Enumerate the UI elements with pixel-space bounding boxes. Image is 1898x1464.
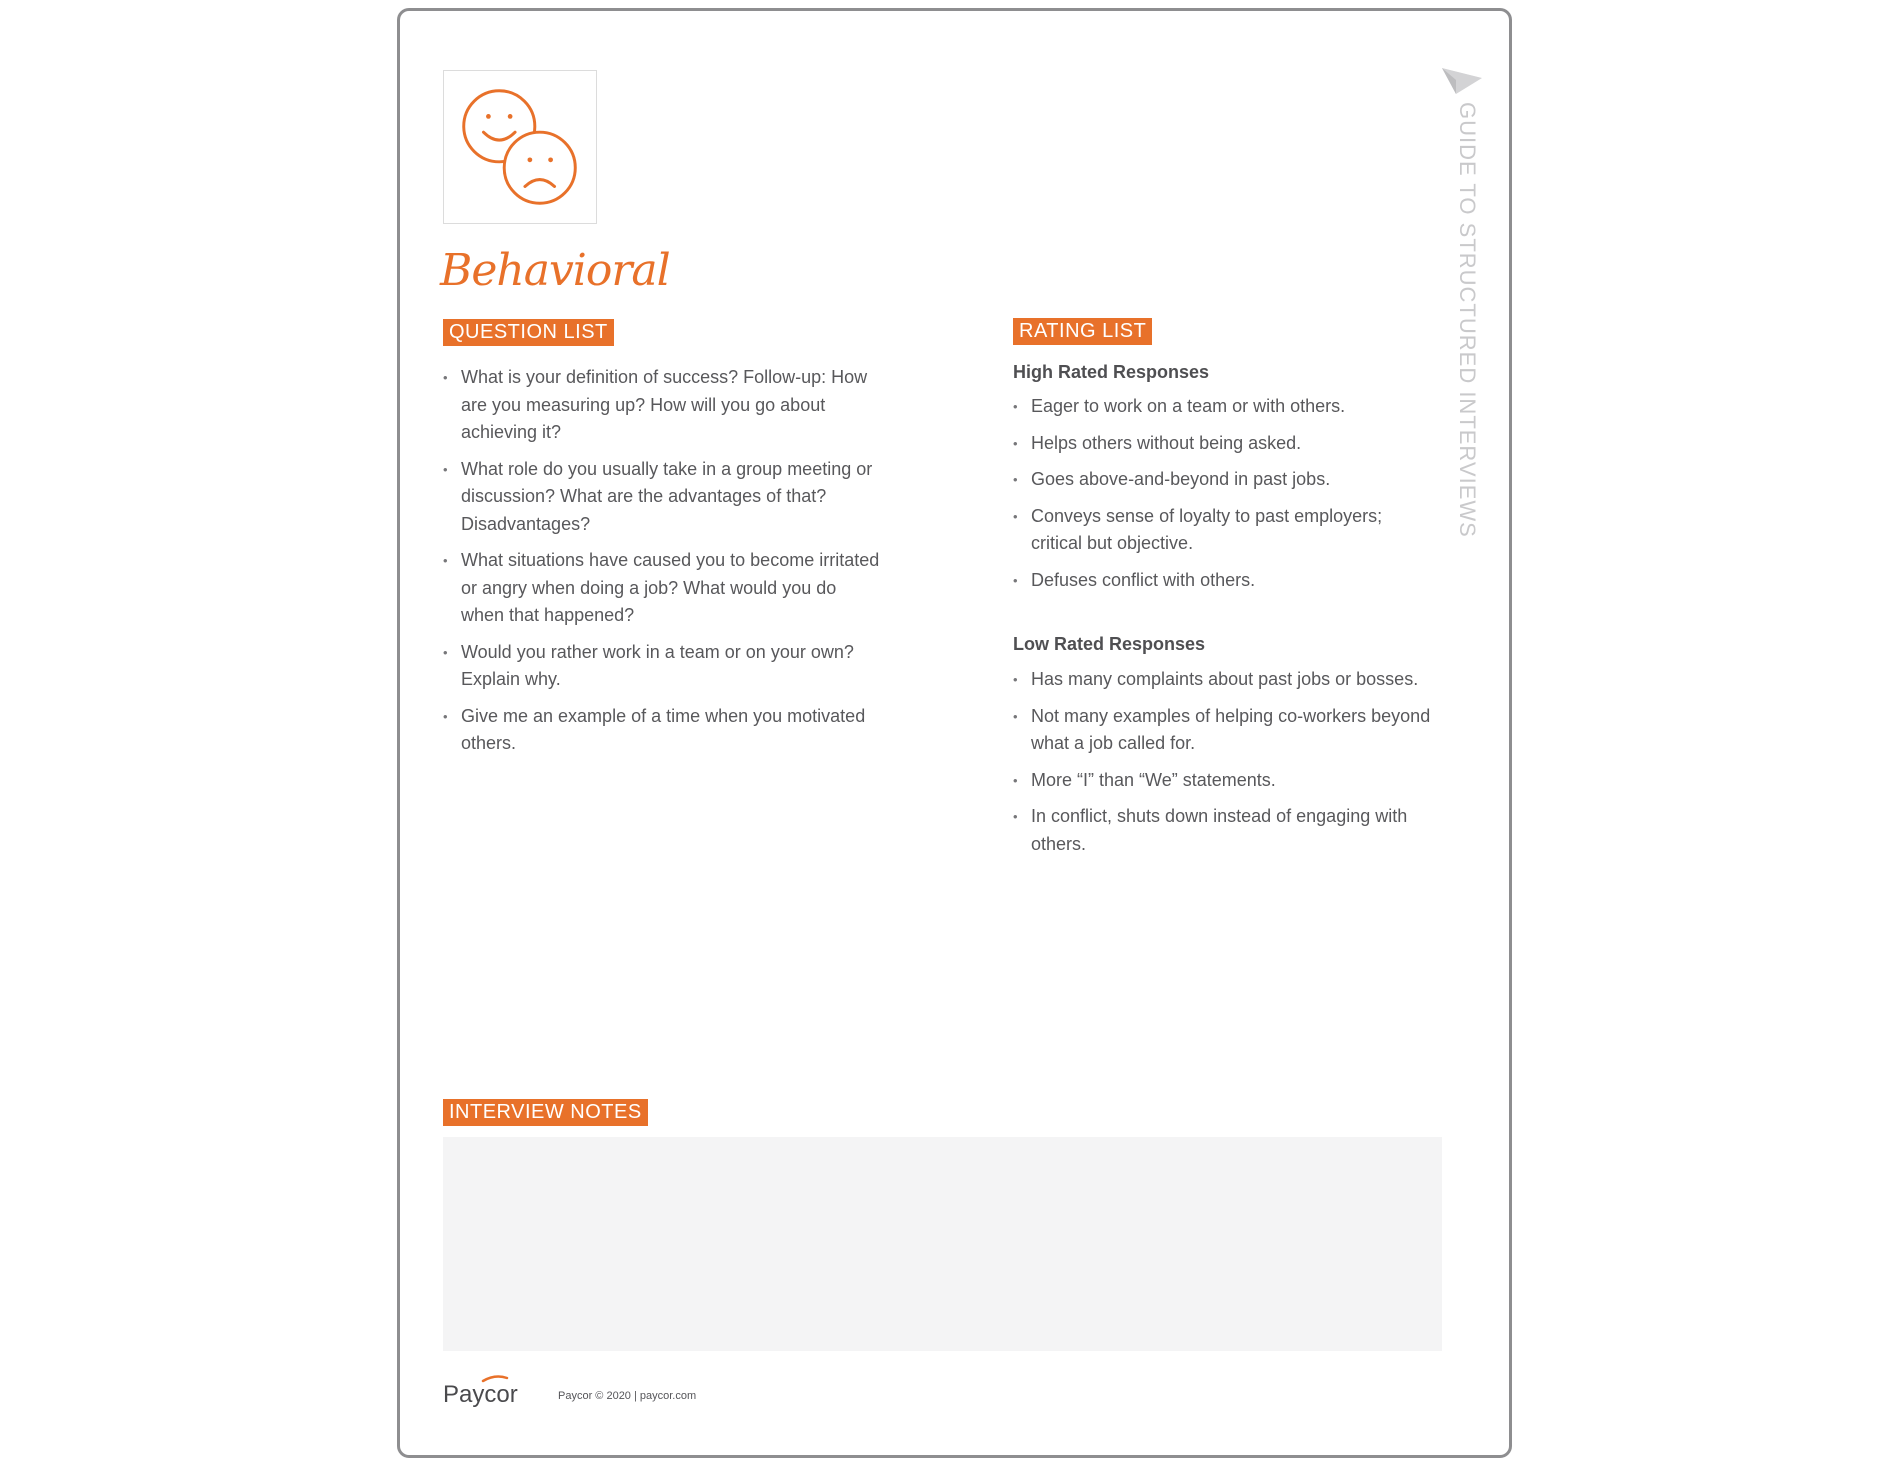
- footer-text: Paycor © 2020 | paycor.com: [558, 1390, 697, 1402]
- high-rated-item: • Goes above-and-beyond in past jobs.: [1012, 466, 1432, 494]
- low-rated-item: • Has many complaints about past jobs or bosses.: [1012, 666, 1432, 694]
- question-item: • Would you rather work in a team or on your own? Explain why.: [442, 639, 882, 694]
- interview-notes-field[interactable]: [443, 1137, 1442, 1351]
- low-rated-item: • Not many examples of helping co-workers beyond what a job called for.: [1012, 703, 1432, 758]
- paycor-logo: [443, 1375, 529, 1407]
- high-rated-item: • Eager to work on a team or with others.: [1012, 393, 1432, 421]
- paycor-logo-text: Paycor: [443, 1381, 518, 1407]
- low-rated-item: • More “I” than “We” statements.: [1012, 767, 1432, 795]
- high-rated-item: • Defuses conflict with others.: [1012, 567, 1432, 595]
- low-rated-list: [1012, 666, 1432, 867]
- question-item: • What situations have caused you to become irritated or angry when doing a job? What would you do when that happened?: [442, 547, 882, 630]
- high-rated-heading: High Rated Responses: [1013, 362, 1210, 382]
- question-list-tag: QUESTION LIST: [443, 319, 614, 346]
- high-rated-item: • Conveys sense of loyalty to past employers; critical but objective.: [1012, 503, 1432, 558]
- question-item: • What is your definition of success? Follow-up: How are you measuring up? How will you go about achieving it?: [442, 364, 882, 447]
- low-rated-heading: Low Rated Responses: [1013, 634, 1206, 654]
- high-rated-list: [1012, 393, 1432, 603]
- paper-plane-icon: [1442, 68, 1482, 94]
- header-icon-box: [443, 70, 597, 224]
- section-title: Behavioral: [440, 245, 670, 296]
- question-item: • Give me an example of a time when you motivated others.: [442, 703, 882, 758]
- happy-sad-faces-icon: [444, 71, 596, 223]
- side-title: GUIDE TO STRUCTURED INTERVIEWS: [1455, 102, 1480, 538]
- interview-notes-tag: INTERVIEW NOTES: [443, 1099, 648, 1126]
- rating-list-tag: RATING LIST: [1013, 318, 1152, 345]
- question-list: [442, 364, 882, 767]
- high-rated-item: • Helps others without being asked.: [1012, 430, 1432, 458]
- low-rated-item: • In conflict, shuts down instead of engaging with others.: [1012, 803, 1432, 858]
- question-item: • What role do you usually take in a group meeting or discussion? What are the advantages of that? Disadvantages?: [442, 456, 882, 539]
